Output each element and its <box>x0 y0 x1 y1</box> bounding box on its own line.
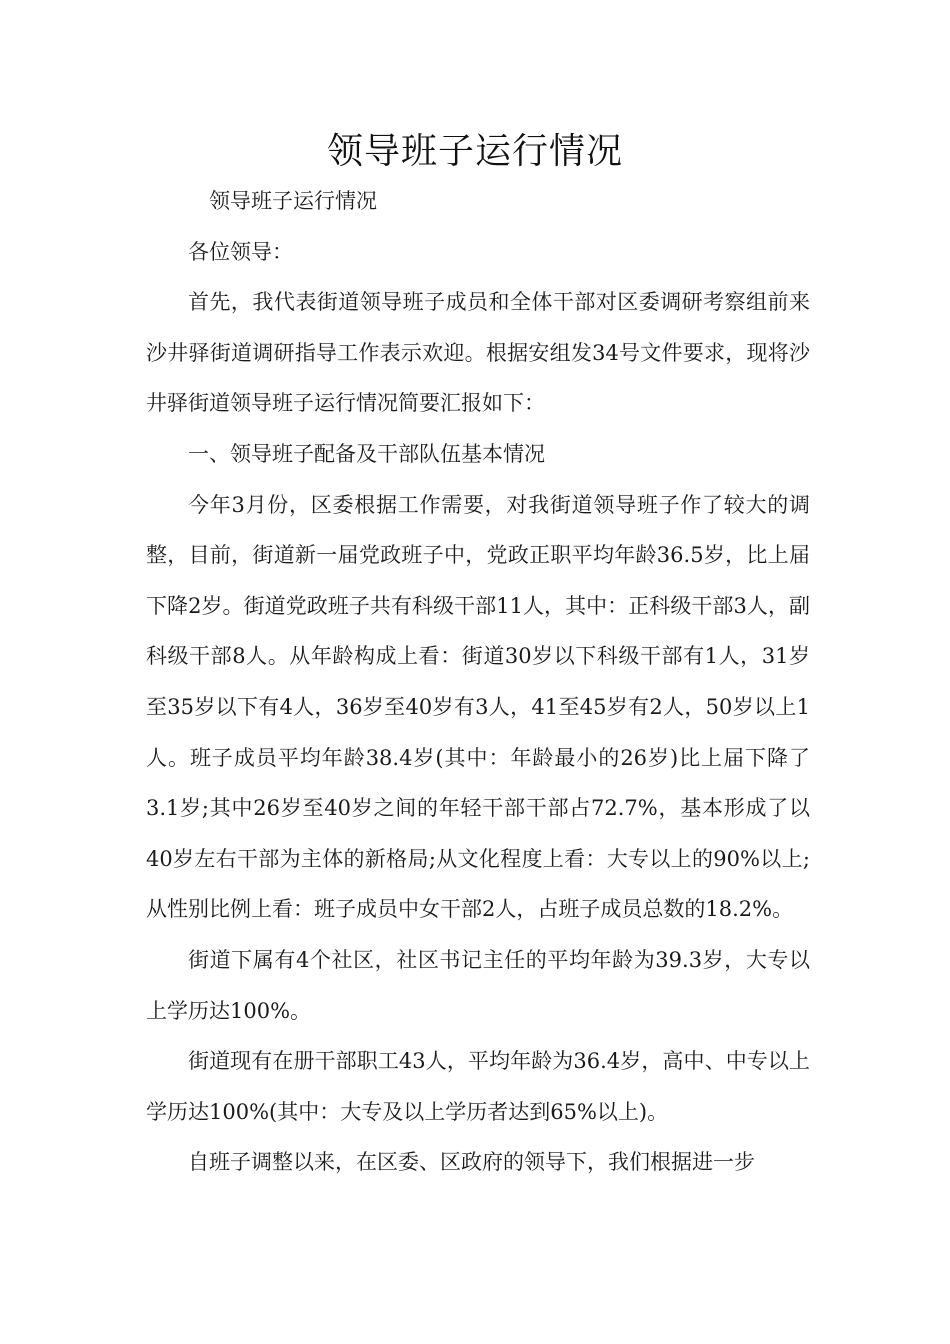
intro-paragraph: 首先，我代表街道领导班子成员和全体干部对区委调研考察组前来沙井驿街道调研指导工作表示欢迎。根据安组发34号文件要求，现将沙井驿街道领导班子运行情况简要汇报如下： <box>146 290 810 416</box>
community-paragraph: 街道下属有4个社区，社区书记主任的平均年龄为39.3岁，大专以上学历达100%。 <box>146 947 810 1023</box>
salutation-paragraph: 各位领导： <box>188 239 293 264</box>
staff-paragraph: 街道现有在册干部职工43人，平均年龄为36.4岁，高中、中专以上学历达100%(其中：大专及以上学历者达到65%以上)。 <box>146 1049 810 1124</box>
section-heading: 一、领导班子配备及干部队伍基本情况 <box>188 441 545 466</box>
continuation-paragraph: 自班子调整以来，在区委、区政府的领导下，我们根据进一步 <box>188 1150 755 1175</box>
leadership-composition-paragraph: 今年3月份，区委根据工作需要，对我街道领导班子作了较大的调整，目前，街道新一届党政班子中，党政正职平均年龄36.5岁，比上届下降2岁。街道党政班子共有科级干部11人，其中：正科级干部3人，副科级干部8人。从年龄构成上看：街道30岁以下科级干部有1人，31岁至35岁以下有4人，36岁至40岁有3人，41至45岁有2人，50岁以上1人。班子成员平均年龄38.4岁(其中：年龄最小的26岁)比上届下降了3.1岁;其中26岁至40岁之间的年轻干部干部占72.7%，基本形成了以40岁左右干部为主体的新格局;从文化程度上看：大专以上的90%以上;从性别比例上看：班子成员中女干部2人，占班子成员总数的18.2%。 <box>146 492 810 922</box>
document-title: 领导班子运行情况 <box>326 131 623 172</box>
document-body <box>146 176 810 1188</box>
document-subtitle: 领导班子运行情况 <box>209 189 377 213</box>
